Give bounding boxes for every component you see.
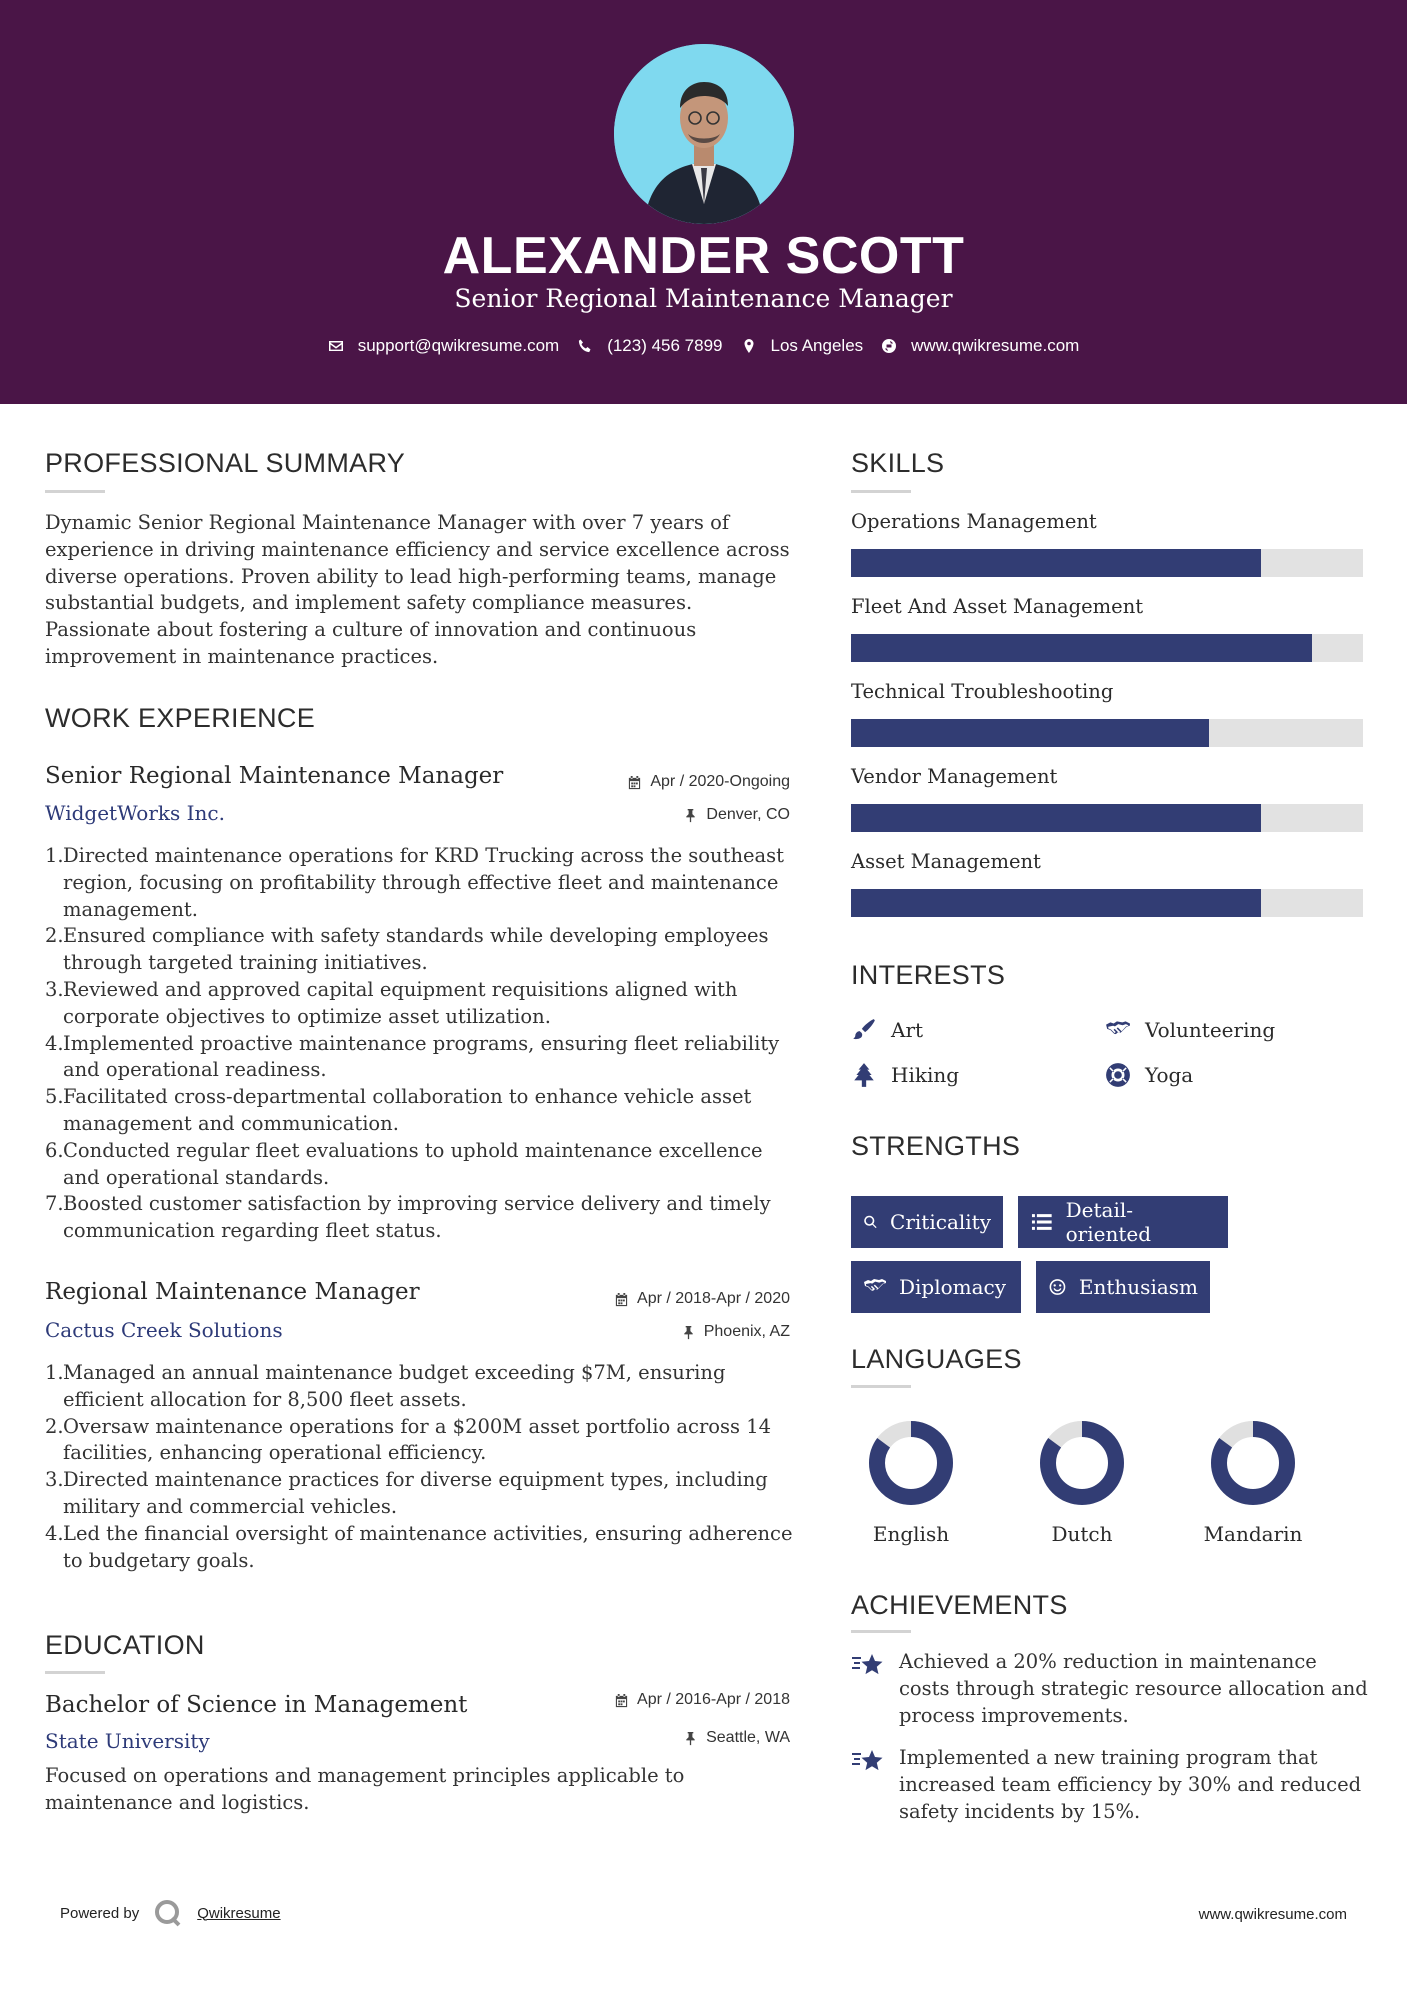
list-number: 7. bbox=[45, 1192, 64, 1216]
interest-item bbox=[1105, 1017, 1275, 1043]
list-item bbox=[45, 923, 795, 977]
education-heading: EDUCATION bbox=[45, 1630, 205, 1660]
list-number: 1. bbox=[45, 844, 64, 867]
list-item-text: Directed maintenance operations for KRD Trucking across the southeast region, focusing on profitability through effective fleet and maintenance management. bbox=[63, 844, 785, 921]
lifering-icon bbox=[1105, 1062, 1131, 1088]
language-label: Dutch bbox=[1051, 1522, 1113, 1546]
skill-bar-fill bbox=[851, 634, 1312, 662]
job-dates bbox=[0, 1290, 790, 1308]
education-location bbox=[0, 1729, 790, 1747]
list-item-text: Reviewed and approved capital equipment requisitions aligned with corporate objectives to optimize asset utilization. bbox=[63, 977, 738, 1028]
email-text: support@qwikresume.com bbox=[357, 336, 560, 355]
skill-label: Asset Management bbox=[851, 850, 1041, 873]
language-item bbox=[1017, 1418, 1147, 1546]
location-pin-icon bbox=[741, 338, 757, 354]
languages-divider bbox=[851, 1385, 911, 1388]
skill-label: Fleet And Asset Management bbox=[851, 595, 1144, 618]
company-name: Cactus Creek Solutions bbox=[45, 1318, 283, 1342]
footer-website[interactable]: www.qwikresume.com bbox=[1198, 1906, 1347, 1923]
language-item bbox=[846, 1418, 976, 1546]
skill-bar bbox=[851, 634, 1363, 662]
list-number: 4. bbox=[45, 1031, 64, 1055]
language-donut bbox=[866, 1418, 956, 1508]
list-item-text: Boosted customer satisfaction by improving service delivery and timely communication regarding fleet status. bbox=[63, 1192, 771, 1243]
list-item bbox=[45, 1084, 795, 1138]
strength-label: Detail-oriented bbox=[1065, 1198, 1152, 1246]
list-item-text: Implemented proactive maintenance programs, ensuring fleet reliability and operational readiness. bbox=[63, 1031, 780, 1082]
education-location-text: Seattle, WA bbox=[706, 1729, 790, 1746]
calendar-icon bbox=[614, 1292, 629, 1307]
summary-text: Dynamic Senior Regional Maintenance Manager with over 7 years of experience in driving maintenance efficiency and service excellence across diverse operations. Proven ability to lead high-performing teams, manage substantial budgets, and implement safety compliance measures. Passionate about fostering a culture of innovation and continuous improvement in maintenance practices. bbox=[45, 511, 790, 668]
achievement-item bbox=[851, 1649, 1371, 1729]
skill-bar bbox=[851, 804, 1363, 832]
profile-photo bbox=[614, 44, 794, 224]
list-number: 6. bbox=[45, 1138, 64, 1162]
list-item bbox=[45, 1414, 795, 1468]
contact-location bbox=[741, 336, 864, 356]
contact-email[interactable] bbox=[328, 336, 560, 356]
achievements-heading: ACHIEVEMENTS bbox=[851, 1590, 1068, 1620]
achievement-item bbox=[851, 1745, 1371, 1825]
skill-bar bbox=[851, 889, 1363, 917]
list-item bbox=[45, 843, 795, 923]
list-item bbox=[45, 1031, 795, 1085]
list-item bbox=[45, 1467, 795, 1521]
list-number: 3. bbox=[45, 977, 64, 1001]
list-number: 4. bbox=[45, 1521, 64, 1545]
list-item bbox=[45, 1360, 795, 1414]
list-number: 5. bbox=[45, 1085, 64, 1109]
list-item-text: Conducted regular fleet evaluations to uphold maintenance excellence and operational standards. bbox=[63, 1138, 763, 1189]
school-name: State University bbox=[45, 1729, 210, 1753]
powered-by-text: Powered by bbox=[60, 1904, 140, 1922]
skill-bar-fill bbox=[851, 549, 1261, 577]
list-number: 2. bbox=[45, 1414, 64, 1438]
interest-item bbox=[851, 1017, 923, 1043]
phone-icon bbox=[577, 338, 593, 354]
language-donut bbox=[1208, 1418, 1298, 1508]
education-description: Focused on operations and management principles applicable to maintenance and logistics. bbox=[45, 1764, 685, 1814]
languages-heading: LANGUAGES bbox=[851, 1344, 1022, 1374]
list-item-text: Facilitated cross-departmental collaboration to enhance vehicle asset management and communication. bbox=[63, 1085, 752, 1135]
company-name: WidgetWorks Inc. bbox=[45, 801, 225, 825]
candidate-title: Senior Regional Maintenance Manager bbox=[454, 284, 953, 313]
education-dates-text: Apr / 2016-Apr / 2018 bbox=[637, 1691, 790, 1708]
list-item bbox=[45, 977, 795, 1031]
list-item-text: Oversaw maintenance operations for a $200M asset portfolio across 14 facilities, enhancing operational efficiency. bbox=[63, 1414, 772, 1465]
handshake-icon bbox=[1105, 1017, 1131, 1043]
skills-divider bbox=[851, 490, 911, 493]
job-title: Regional Maintenance Manager bbox=[45, 1279, 420, 1305]
list-icon bbox=[1030, 1210, 1054, 1234]
interest-item bbox=[851, 1062, 959, 1088]
list-item-text: Led the financial oversight of maintenance activities, ensuring adherence to budgetary goals. bbox=[63, 1521, 793, 1572]
contact-website[interactable] bbox=[881, 336, 1079, 356]
smile-icon bbox=[1048, 1275, 1067, 1299]
language-item bbox=[1188, 1418, 1318, 1546]
brand-link[interactable]: Qwikresume bbox=[197, 1904, 281, 1922]
achievements-divider bbox=[851, 1630, 911, 1633]
list-number: 3. bbox=[45, 1468, 64, 1492]
list-item-text: Ensured compliance with safety standards while developing employees through targeted training initiatives. bbox=[63, 924, 769, 975]
education-divider bbox=[45, 1671, 105, 1674]
language-donut bbox=[1037, 1418, 1127, 1508]
list-item-text: Directed maintenance practices for diverse equipment types, including military and commercial vehicles. bbox=[63, 1468, 768, 1518]
interest-label: Volunteering bbox=[1145, 1018, 1276, 1042]
contact-phone[interactable] bbox=[577, 336, 722, 356]
qwikresume-logo-icon bbox=[153, 1898, 183, 1928]
job-title: Senior Regional Maintenance Manager bbox=[45, 763, 504, 789]
job-location-text: Denver, CO bbox=[706, 806, 790, 823]
education-dates bbox=[0, 1691, 790, 1709]
job-bullets bbox=[45, 1360, 795, 1574]
summary-divider bbox=[45, 490, 105, 493]
interest-item bbox=[1105, 1062, 1193, 1088]
job-bullets bbox=[45, 843, 795, 1245]
tree-icon bbox=[851, 1062, 877, 1088]
paintbrush-icon bbox=[851, 1017, 877, 1043]
envelope-icon bbox=[328, 338, 344, 354]
skill-bar bbox=[851, 719, 1363, 747]
pushpin-icon bbox=[683, 1731, 698, 1746]
interests-heading: INTERESTS bbox=[851, 960, 1006, 990]
list-item bbox=[45, 1191, 795, 1245]
skill-label: Technical Troubleshooting bbox=[851, 680, 1114, 703]
job-location bbox=[0, 1323, 790, 1341]
degree-title: Bachelor of Science in Management bbox=[45, 1692, 468, 1718]
candidate-name: ALEXANDER SCOTT bbox=[442, 227, 965, 285]
interest-label: Hiking bbox=[891, 1063, 960, 1087]
pushpin-icon bbox=[683, 808, 698, 823]
experience-heading: WORK EXPERIENCE bbox=[45, 703, 316, 733]
skill-bar-fill bbox=[851, 719, 1209, 747]
achievement-text: Implemented a new training program that increased team efficiency by 30% and reduced safety incidents by 15%. bbox=[899, 1746, 1362, 1823]
skills-heading: SKILLS bbox=[851, 448, 945, 478]
website-text: www.qwikresume.com bbox=[911, 336, 1080, 355]
contact-bar bbox=[0, 336, 1407, 356]
strength-tag bbox=[851, 1261, 1021, 1313]
pushpin-icon bbox=[681, 1325, 696, 1340]
strength-tag bbox=[1036, 1261, 1210, 1313]
interest-label: Art bbox=[891, 1018, 924, 1042]
list-number: 1. bbox=[45, 1361, 64, 1384]
skill-bar-fill bbox=[851, 804, 1261, 832]
globe-icon bbox=[881, 338, 897, 354]
language-label: English bbox=[872, 1522, 950, 1546]
language-label: Mandarin bbox=[1203, 1522, 1303, 1546]
list-item bbox=[45, 1138, 795, 1192]
shooting-star-icon bbox=[851, 1747, 885, 1777]
location-text: Los Angeles bbox=[770, 336, 864, 355]
summary-heading: PROFESSIONAL SUMMARY bbox=[45, 448, 406, 478]
job-location-text: Phoenix, AZ bbox=[703, 1323, 790, 1340]
skill-label: Operations Management bbox=[851, 510, 1097, 533]
footer-powered-by bbox=[60, 1898, 281, 1928]
strength-tag bbox=[1018, 1196, 1228, 1248]
strengths-heading: STRENGTHS bbox=[851, 1131, 1021, 1161]
skill-bar-fill bbox=[851, 889, 1261, 917]
skill-bar bbox=[851, 549, 1363, 577]
job-dates-text: Apr / 2020-Ongoing bbox=[650, 773, 790, 790]
list-number: 2. bbox=[45, 924, 64, 948]
interest-label: Yoga bbox=[1145, 1063, 1194, 1087]
handshake-icon bbox=[863, 1275, 887, 1299]
strength-tag bbox=[851, 1196, 1003, 1248]
list-item-text: Managed an annual maintenance budget exceeding $7M, ensuring efficient allocation for 8,500 fleet assets. bbox=[63, 1361, 726, 1411]
list-item bbox=[45, 1521, 795, 1575]
calendar-icon bbox=[614, 1693, 629, 1708]
calendar-icon bbox=[627, 775, 642, 790]
achievement-text: Achieved a 20% reduction in maintenance costs through strategic resource allocation and process improvements. bbox=[899, 1650, 1368, 1727]
job-dates-text: Apr / 2018-Apr / 2020 bbox=[637, 1290, 790, 1307]
skill-label: Vendor Management bbox=[851, 765, 1058, 788]
strength-label: Diplomacy bbox=[899, 1275, 1007, 1299]
search-icon bbox=[863, 1210, 878, 1234]
shooting-star-icon bbox=[851, 1651, 885, 1681]
strength-label: Enthusiasm bbox=[1078, 1275, 1198, 1299]
job-dates bbox=[0, 773, 790, 791]
job-location bbox=[0, 806, 790, 824]
phone-text: (123) 456 7899 bbox=[607, 336, 723, 355]
strength-label: Criticality bbox=[890, 1210, 991, 1234]
